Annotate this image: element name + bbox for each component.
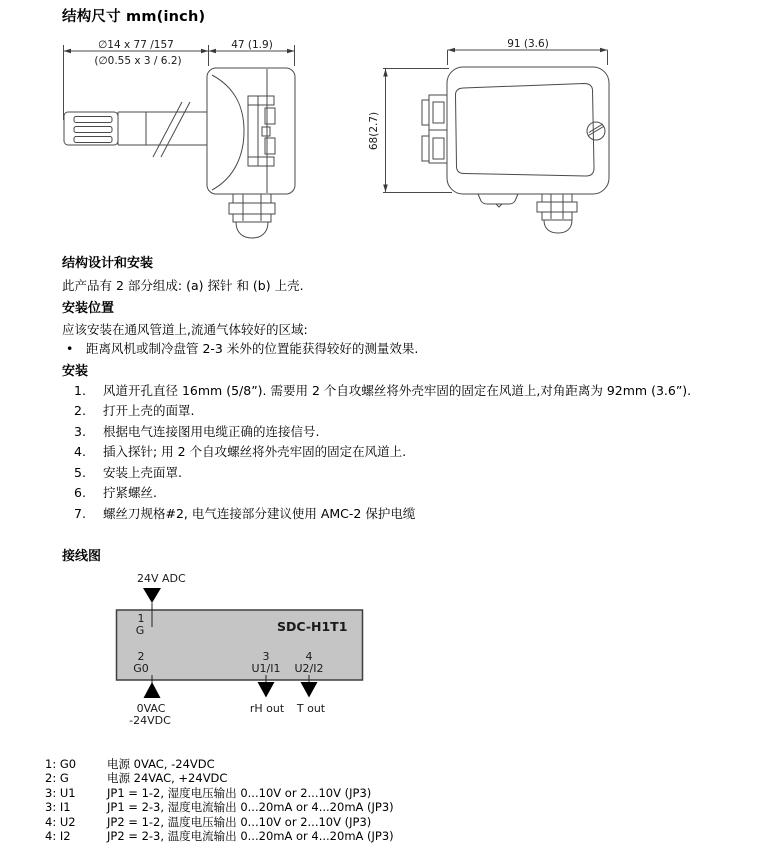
install-step [62,483,757,504]
legend-desc: 电源 0VAC, -24VDC [107,757,215,771]
legend-desc: 电源 24VAC, +24VDC [107,771,228,786]
step-text: 拧紧螺丝. [103,485,157,501]
front-view-dim-arrows [383,48,607,192]
step-text: 根据电气连接图用电缆正确的连接信号. [103,423,320,439]
step-number: 3. [74,423,86,439]
legend-row [45,829,394,843]
install-step [62,504,757,525]
design-body: 此产品有 2 部分组成: (a) 探针 和 (b) 上壳. [62,278,304,294]
install-step [62,381,757,402]
page-title: 结构尺寸 mm(inch) [62,9,206,25]
section-heading-location: 安装位置 [62,300,115,316]
legend-row [45,800,394,814]
step-text: 插入探针; 用 2 个自攻螺丝将外壳牢固的固定在风道上. [103,444,407,460]
dim-housing-depth-label: 47 (1.9) [231,39,273,51]
step-number: 4. [74,444,86,460]
terminal-4-number: 4 [305,650,313,663]
arrow-down-rh-icon [258,682,275,698]
install-step [62,422,757,443]
step-number: 6. [74,485,86,501]
section-heading-install: 安装 [62,363,89,379]
housing-front-drawing [422,67,609,233]
legend-term: 3: U1 [45,785,76,800]
terminal-1-name: G [135,624,145,637]
terminal-2-number: 2 [137,650,145,663]
step-text: 安装上壳面罩. [103,464,182,480]
step-text: 螺丝刀规格#2, 电气连接部分建议使用 AMC-2 保护电缆 [103,505,416,521]
location-body: 应该安装在通风管道上,流通气体较好的区域: [62,321,308,337]
legend-desc: JP2 = 2-3, 温度电流输出 0...20mA or 4...20mA (JP3) [107,829,394,844]
wiring-diagram [0,565,770,735]
step-number: 2. [74,403,86,419]
probe-drawing [64,102,207,157]
install-step [62,463,757,484]
step-number: 1. [74,382,86,398]
legend-term: 1: G0 [45,757,77,771]
step-number: 7. [74,505,86,521]
terminal-4-name: U2/I2 [294,662,324,675]
legend-term: 3: I1 [45,800,71,815]
step-text: 打开上壳的面罩. [103,403,195,419]
section-heading-design: 结构设计和安装 [62,256,154,271]
dim-height-label: 68(2.7) [368,111,380,151]
terminal-3-number: 3 [262,650,270,663]
terminal-3-name: U1/I1 [251,662,281,675]
legend-row [45,786,394,800]
device-label: SDC-H1T1 [277,619,348,634]
location-bullet [62,341,757,358]
rh-out-label: rH out [249,702,285,715]
section-heading-wiring: 接线图 [62,549,102,564]
step-number: 5. [74,464,86,480]
supply-bottom-label-1: 0VAC [136,702,166,715]
bullet-marker: • [66,341,74,357]
terminal-1-number: 1 [137,612,145,625]
legend-desc: JP2 = 1-2, 温度电压输出 0...10V or 2...10V (JP3) [107,814,372,829]
terminal-legend [45,757,394,843]
body-text [62,255,757,524]
dimension-drawings [0,0,770,252]
legend-row [45,815,394,829]
t-out-label: T out [296,702,326,715]
install-steps [62,381,757,525]
legend-term: 2: G [45,771,69,786]
dim-width-label: 91 (3.6) [507,38,549,50]
supply-top-label: 24V ADC [137,572,186,585]
side-view-drawing [64,45,296,238]
terminal-2-name: G0 [133,662,149,675]
housing-side-drawing [207,68,295,238]
legend-row [45,757,394,771]
install-step [62,442,757,463]
install-step [62,401,757,422]
front-view-drawing [383,50,609,233]
dim-probe-inch-label: (∅0.55 x 3 / 6.2) [94,55,182,67]
arrow-down-supply-icon [143,588,161,603]
supply-bottom-label-2: -24VDC [129,714,171,727]
legend-term: 4: I2 [45,829,71,844]
arrow-up-power-icon [144,682,161,698]
legend-desc: JP1 = 2-3, 湿度电流输出 0...20mA or 4...20mA (JP3) [107,800,394,815]
step-text: 风道开孔直径 16mm (5/8”). 需要用 2 个自攻螺丝将外壳牢固的固定在风道上,对角距离为 92mm (3.6”). [103,382,692,398]
legend-desc: JP1 = 1-2, 湿度电压输出 0...10V or 2...10V (JP3) [107,785,372,800]
dim-probe-label: ∅14 x 77 /157 [98,39,174,51]
arrow-down-t-icon [301,682,318,698]
legend-term: 4: U2 [45,814,76,829]
legend-row [45,771,394,785]
bullet-text: 距离风机或制冷盘管 2-3 米外的位置能获得较好的测量效果. [86,341,419,357]
